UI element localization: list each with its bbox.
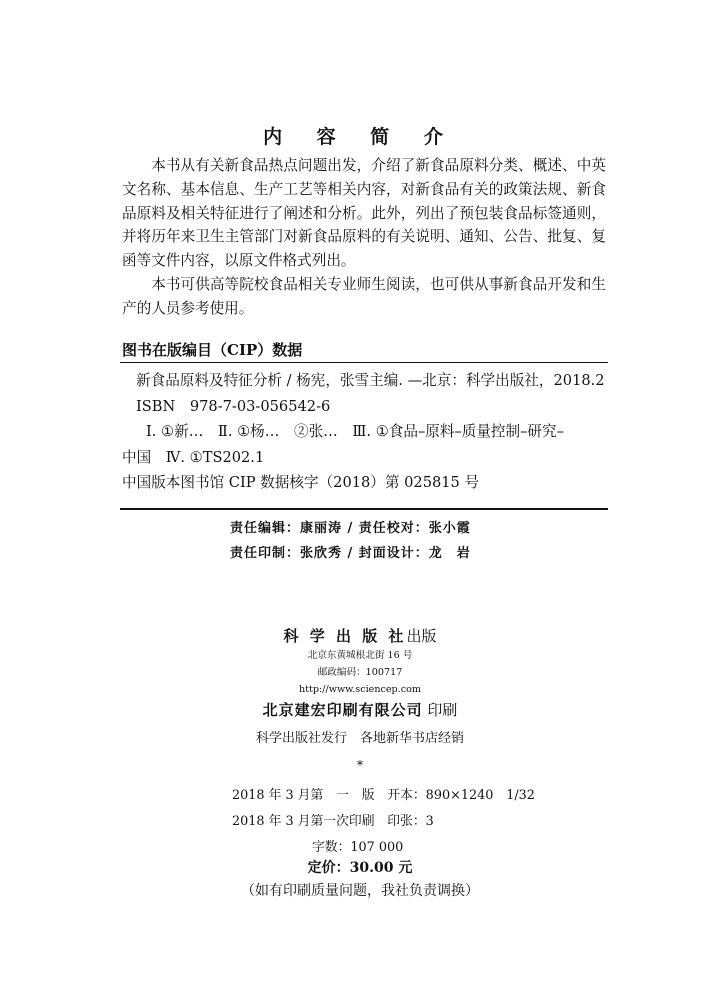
cip-subject-line: Ⅰ. ①新… Ⅱ. ①杨… ②张… Ⅲ. ①食品–原料–质量控制–研究– <box>146 423 564 440</box>
editor-line: 责任印制：张欣秀 / 封面设计：龙 岩 <box>230 546 471 561</box>
publisher-name: 科 学 出 版 社 <box>283 627 407 645</box>
publisher-suffix: 出版 <box>406 627 437 645</box>
cip-bottom-divider <box>120 508 608 510</box>
publisher-line <box>0 625 720 647</box>
cip-subject-line-continued: 中国 Ⅳ. ①TS202.1 <box>122 448 265 466</box>
abstract-section <box>122 154 606 321</box>
cip-heading: 图书在版编目（CIP）数据 <box>122 341 303 359</box>
page-title: 内 容 简 介 <box>263 126 457 148</box>
abstract-paragraph: 本书从有关新食品热点问题出发，介绍了新食品原料分类、概述、中英文名称、基本信息、生产工艺等相关内容，对新食品有关的政策法规、新食品原料及相关特征进行了阐述和分析。此外，列出了预包装食品标签通则，并将历年来卫生主管部门对新食品原料的有关说明、通知、公告、批复、复函等文件内容，以原文件格式列出。 <box>122 157 606 270</box>
price: 定价：30.00 元 <box>307 860 413 876</box>
cip-bibliographic-line: 新食品原料及特征分析 / 杨宪，张雪主编. —北京：科学出版社，2018.2 <box>136 372 605 389</box>
distribution-line: 科学出版社发行 各地新华书店经销 <box>255 731 464 746</box>
publisher-address: 北京东黄城根北街 16 号 <box>307 650 413 661</box>
printer-line <box>0 698 720 722</box>
separator-asterisk: * <box>357 758 363 772</box>
publisher-website: http://www.sciencep.com <box>299 684 421 695</box>
printer-name: 北京建宏印刷有限公司 <box>262 701 423 719</box>
edition-specs <box>232 783 535 861</box>
edition-line: 2018 年 3 月第 一 版 开本：890×1240 1/32 <box>232 788 535 803</box>
cip-top-divider <box>120 362 608 363</box>
publisher-postcode: 邮政编码：100717 <box>317 667 403 678</box>
cip-record-number: 中国版本图书馆 CIP 数据核字（2018）第 025815 号 <box>122 474 480 491</box>
abstract-paragraph: 本书可供高等院校食品相关专业师生阅读，也可供从事新食品开发和生产的人员参考使用。 <box>122 275 606 317</box>
cip-isbn: ISBN 978-7-03-056542-6 <box>136 397 331 415</box>
responsible-staff <box>230 516 471 566</box>
imprint-block <box>0 625 720 772</box>
cip-data-block <box>122 368 608 496</box>
editor-line: 责任编辑：康丽涛 / 责任校对：张小霞 <box>230 521 471 536</box>
printer-suffix: 印刷 <box>427 701 458 719</box>
quality-note: （如有印刷质量问题，我社负责调换） <box>241 883 479 899</box>
word-count: 字数：107 000 <box>312 840 404 855</box>
printing-line: 2018 年 3 月第一次印刷 印张：3 <box>232 814 434 829</box>
